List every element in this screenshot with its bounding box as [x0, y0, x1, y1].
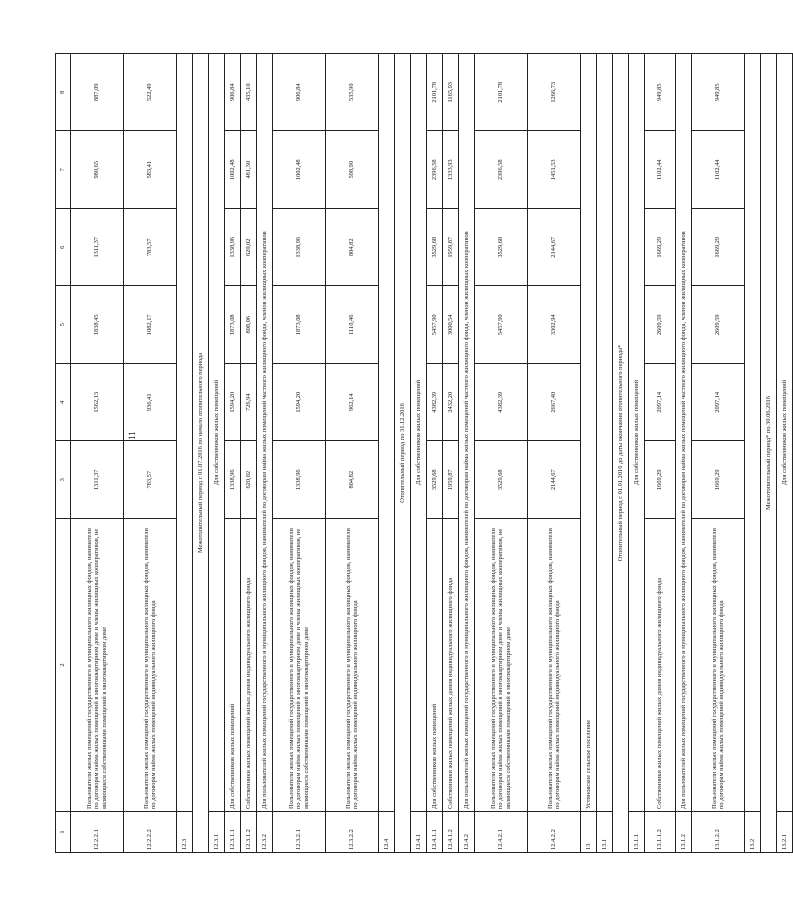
value-cell: 5457,90	[427, 286, 443, 364]
value-cell: 783,57	[124, 441, 177, 519]
row-name: Пользователи жилых помещений государственного и муниципального жилищных фондов, наниматели по договорам найма жилых помещений в многоквартирном доме и члены жилищных кооперативов, не являющиеся собственниками помещений в многоквартирном доме	[475, 519, 528, 812]
value-cell: 4382,39	[475, 364, 528, 442]
value-cell: 962,14	[326, 364, 379, 442]
tariff-table-container	[55, 53, 788, 853]
value-cell: 2609,59	[645, 286, 676, 364]
table-row	[645, 54, 676, 853]
empty-cell	[177, 54, 193, 812]
period-title: Межотопительный период с 01.07.2016 по начало отопительного периода	[193, 54, 209, 853]
value-cell: 1338,96	[273, 441, 326, 519]
row-code: 13.1.1	[629, 812, 645, 853]
value-cell: 2097,14	[692, 364, 745, 442]
value-cell: 3302,94	[528, 286, 581, 364]
value-cell: 1311,37	[71, 209, 124, 287]
row-name: Собственники жилых помещений жилых домов индивидуального жилищного фонда	[241, 519, 257, 812]
value-cell: 726,94	[241, 364, 257, 442]
value-cell: 2396,58	[475, 131, 528, 209]
value-cell: 1082,17	[124, 286, 177, 364]
table-row	[241, 54, 257, 853]
row-code: 12.4.1.2	[443, 812, 459, 853]
table-row	[475, 54, 528, 853]
subsection-row	[209, 54, 225, 853]
value-cell: 4382,39	[427, 364, 443, 442]
value-cell: 1002,48	[273, 131, 326, 209]
value-cell: 1873,08	[273, 286, 326, 364]
value-cell: 3529,68	[475, 441, 528, 519]
table-header-row	[56, 54, 71, 853]
value-cell: 949,85	[645, 54, 676, 132]
empty-cell	[379, 54, 395, 812]
row-name: Для собственников жилых помещений	[427, 519, 443, 812]
subsection-title: Для собственников жилых помещений	[411, 54, 427, 812]
subsection-row	[411, 54, 427, 853]
group-title: Для пользователей жилых помещений государственного и муниципального жилищного фондов, нанимателей по договорам найма жилых помещений частного жилищного фонда, членов жилищных кооперативов	[676, 54, 692, 812]
value-cell: 2667,40	[528, 364, 581, 442]
value-cell: 1669,29	[645, 209, 676, 287]
row-code: 12.3	[177, 812, 193, 853]
section-code-row	[379, 54, 395, 853]
table-body	[56, 54, 793, 853]
header-cell: 8	[56, 54, 71, 132]
table-row	[326, 54, 379, 853]
value-cell: 783,57	[124, 209, 177, 287]
row-name: Пользователи жилых помещений государственного и муниципального жилищных фондов, наниматели по договорам найма жилых помещений индивидуального жилищного фонда	[528, 519, 581, 812]
row-code: 12.3.2.2	[326, 812, 379, 853]
header-cell: 7	[56, 131, 71, 209]
value-cell: 1338,96	[225, 441, 241, 519]
value-cell: 906,84	[273, 54, 326, 132]
period-title: Межотопительный период* по 30.06.2016	[761, 54, 777, 853]
row-code: 13.2.1	[777, 812, 793, 853]
period-header-row	[613, 54, 629, 853]
row-code: 13	[581, 812, 597, 853]
value-cell: 3529,68	[475, 209, 528, 287]
group-row	[459, 54, 475, 853]
row-code: 12.4.1.1	[427, 812, 443, 853]
value-cell: 1562,13	[71, 364, 124, 442]
row-name: Пользователи жилых помещений государственного и муниципального жилищных фондов, наниматели по договорам найма жилых помещений в многоквартирном доме и члены жилищных кооперативов, не являющиеся собственниками помещений в многоквартирном доме	[273, 519, 326, 812]
row-code: 12.2.2.2	[124, 812, 177, 853]
table-row	[443, 54, 459, 853]
table-row	[692, 54, 745, 853]
row-name: Пользователи жилых помещений государственного и муниципального жилищных фондов, наниматели по договорам найма жилых помещений в многоквартирном доме и члены жилищных кооперативов, не являющиеся собственниками помещений в многоквартирном доме	[71, 519, 124, 812]
period-header-row	[761, 54, 777, 853]
row-code: 12.4.2.2	[528, 812, 581, 853]
value-cell: 620,02	[241, 441, 257, 519]
value-cell: 1594,20	[273, 364, 326, 442]
value-cell: 2396,58	[427, 131, 443, 209]
value-cell: 522,49	[124, 54, 177, 132]
table-row	[528, 54, 581, 853]
row-code: 13.2	[745, 812, 761, 853]
value-cell: 906,84	[225, 54, 241, 132]
value-cell: 980,65	[71, 131, 124, 209]
value-cell: 598,90	[326, 131, 379, 209]
value-cell: 620,02	[241, 209, 257, 287]
table-row	[427, 54, 443, 853]
subsection-row	[777, 54, 793, 853]
table-row	[273, 54, 326, 853]
row-code: 12.3.1.1	[225, 812, 241, 853]
value-cell: 435,10	[241, 54, 257, 132]
value-cell: 1266,73	[528, 54, 581, 132]
section-code-row	[177, 54, 193, 853]
value-cell: 1338,96	[273, 209, 326, 287]
empty-cell	[745, 54, 761, 812]
row-code: 12.4.1	[411, 812, 427, 853]
value-cell: 1669,29	[645, 441, 676, 519]
header-cell: 4	[56, 364, 71, 442]
row-code: 12.4	[379, 812, 395, 853]
row-code: 12.3.2	[257, 812, 273, 853]
value-cell: 804,82	[326, 209, 379, 287]
value-cell: 887,09	[71, 54, 124, 132]
value-cell: 3529,68	[427, 441, 443, 519]
row-name: Собственники жилых помещений жилых домов индивидуального жилищного фонда	[645, 519, 676, 812]
header-cell: 3	[56, 441, 71, 519]
value-cell: 2144,67	[528, 441, 581, 519]
value-cell: 535,90	[326, 54, 379, 132]
value-cell: 1110,46	[326, 286, 379, 364]
value-cell: 1311,37	[71, 441, 124, 519]
value-cell: 2144,67	[528, 209, 581, 287]
value-cell: 1669,29	[692, 441, 745, 519]
value-cell: 1959,87	[443, 441, 459, 519]
subsection-title: Для собственников жилых помещений	[209, 54, 225, 812]
value-cell: 1333,93	[443, 131, 459, 209]
value-cell: 804,82	[326, 441, 379, 519]
value-cell: 2432,20	[443, 364, 459, 442]
value-cell: 1338,96	[225, 209, 241, 287]
row-name: Пользователи жилых помещений государственного и муниципального жилищных фондов, наниматели по договорам найма жилых помещений индивидуального жилищного фонда	[692, 519, 745, 812]
value-cell: 1102,44	[645, 131, 676, 209]
row-code: 13.1.2.2	[692, 812, 745, 853]
row-name: Для собственников жилых помещений	[225, 519, 241, 812]
empty-cell	[597, 54, 613, 812]
page-number: 11	[127, 431, 137, 440]
value-cell: 1873,08	[225, 286, 241, 364]
row-code: 12.3.1.2	[241, 812, 257, 853]
value-cell: 2097,14	[645, 364, 676, 442]
row-code: 12.3.2.1	[273, 812, 326, 853]
value-cell: 3529,68	[427, 209, 443, 287]
group-row	[257, 54, 273, 853]
tariff-table	[55, 53, 793, 853]
row-name: Пользователи жилых помещений государственного и муниципального жилищных фондов, наниматели по договорам найма жилых помещений индивидуального жилищного фонда	[326, 519, 379, 812]
subsection-row	[629, 54, 645, 853]
value-cell: 481,30	[241, 131, 257, 209]
row-code: 12.4.2	[459, 812, 475, 853]
section-code-row	[597, 54, 613, 853]
value-cell: 1594,20	[225, 364, 241, 442]
row-name: Пользователи жилых помещений государственного и муниципального жилищных фондов, наниматели по договорам найма жилых помещений индивидуального жилищного фонда	[124, 519, 177, 812]
table-row	[225, 54, 241, 853]
table-row	[124, 54, 177, 853]
row-code: 12.2.2.1	[71, 812, 124, 853]
value-cell: 2609,59	[692, 286, 745, 364]
value-cell: 5457,90	[475, 286, 528, 364]
value-cell: 2101,78	[475, 54, 528, 132]
row-code: 12.3.1	[209, 812, 225, 853]
row-name: Собственники жилых помещений жилых домов индивидуального жилищного фонда	[443, 519, 459, 812]
period-header-row	[395, 54, 411, 853]
group-title: Устиновское сельское поселение	[581, 54, 597, 812]
value-cell: 3000,54	[443, 286, 459, 364]
value-cell: 1669,29	[692, 209, 745, 287]
header-cell: 2	[56, 519, 71, 812]
period-title: Отопительный период по 31.12.2016	[395, 54, 411, 853]
group-title: Для пользователей жилых помещений государственного и муниципального жилищного фондов, нанимателей по договорам найма жилых помещений частного жилищного фонда, членов жилищных кооперативов	[459, 54, 475, 812]
section-code-row	[745, 54, 761, 853]
group-row	[581, 54, 597, 853]
header-cell: 1	[56, 812, 71, 853]
value-cell: 1959,87	[443, 209, 459, 287]
value-cell: 2101,78	[427, 54, 443, 132]
header-cell: 6	[56, 209, 71, 287]
value-cell: 936,41	[124, 364, 177, 442]
period-header-row	[193, 54, 209, 853]
table-row	[71, 54, 124, 853]
value-cell: 1102,44	[692, 131, 745, 209]
value-cell: 1451,53	[528, 131, 581, 209]
row-code: 13.1	[597, 812, 613, 853]
subsection-title: Для собственников жилых помещений	[777, 54, 793, 812]
header-cell: 5	[56, 286, 71, 364]
period-title: Отопительный период с 01.01.2016 до даты окончания отопительного периода*	[613, 54, 629, 853]
group-title: Для пользователей жилых помещений государственного и муниципального жилищного фондов, нанимателей по договорам найма жилых помещений частного жилищного фонда, членов жилищных кооперативов	[257, 54, 273, 812]
group-row	[676, 54, 692, 853]
value-cell: 583,41	[124, 131, 177, 209]
value-cell: 949,85	[692, 54, 745, 132]
subsection-title: Для собственников жилых помещений	[629, 54, 645, 812]
value-cell: 1838,45	[71, 286, 124, 364]
value-cell: 1165,93	[443, 54, 459, 132]
row-code: 13.1.2	[676, 812, 692, 853]
value-cell: 1002,48	[225, 131, 241, 209]
value-cell: 808,06	[241, 286, 257, 364]
row-code: 12.4.2.1	[475, 812, 528, 853]
row-code: 13.1.1.2	[645, 812, 676, 853]
